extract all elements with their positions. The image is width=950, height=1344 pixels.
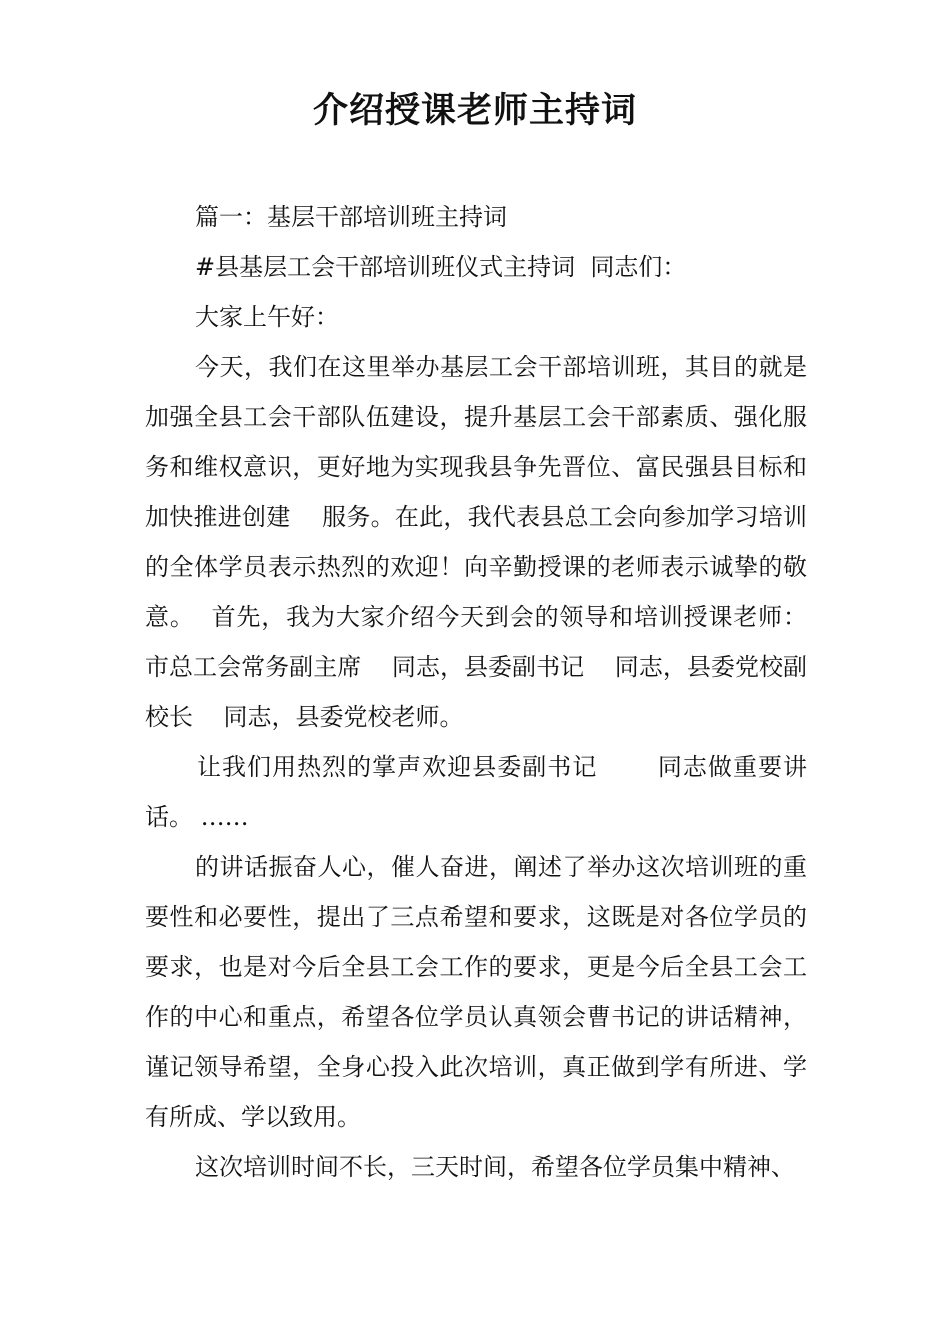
document-body [145, 192, 807, 1192]
paragraph-welcome-speaker: 让我们用热烈的掌声欢迎县委副书记 同志做重要讲话。 …… [145, 753, 807, 831]
paragraph-speech-summary: 的讲话振奋人心，催人奋进，阐述了举办这次培训班的重要性和必要性，提出了三点希望和要求，这既是对各位学员的要求，也是对今后全县工会工作的要求，更是今后全县工会工作的中心和重点，希望各位学员认真领会曹书记的讲话精神，谨记领导希望，全身心投入此次培训，真正做到学有所进、学有所成、学以致用。 [145, 853, 807, 1131]
paragraph-training-note: 这次培训时间不长，三天时间，希望各位学员集中精神、 [195, 1153, 795, 1181]
paragraph-greeting: 大家上午好： [195, 303, 339, 331]
paragraph-opening-remarks: 今天，我们在这里举办基层工会干部培训班，其目的就是加强全县工会干部队伍建设，提升基层工会干部素质、强化服务和维权意识，更好地为实现我县争先晋位、富民强县目标和加快推进创建 服务。在此，我代表县总工会向参加学习培训的全体学员表示热烈的欢迎！向辛勤授课的老师表示诚挚的敬意。 首先，我为大家介绍今天到会的领导和培训授课老师：市总工会常务副主席 同志，县委副书记 同志，县委党校副校长 同志，县委党校老师。 [145, 353, 807, 731]
paragraph-section-heading: 篇一：基层干部培训班主持词 [195, 203, 507, 231]
document-title: 介绍授课老师主持词 [312, 91, 637, 131]
paragraph-ceremony-title: #县基层工会干部培训班仪式主持词 同志们： [195, 253, 687, 281]
